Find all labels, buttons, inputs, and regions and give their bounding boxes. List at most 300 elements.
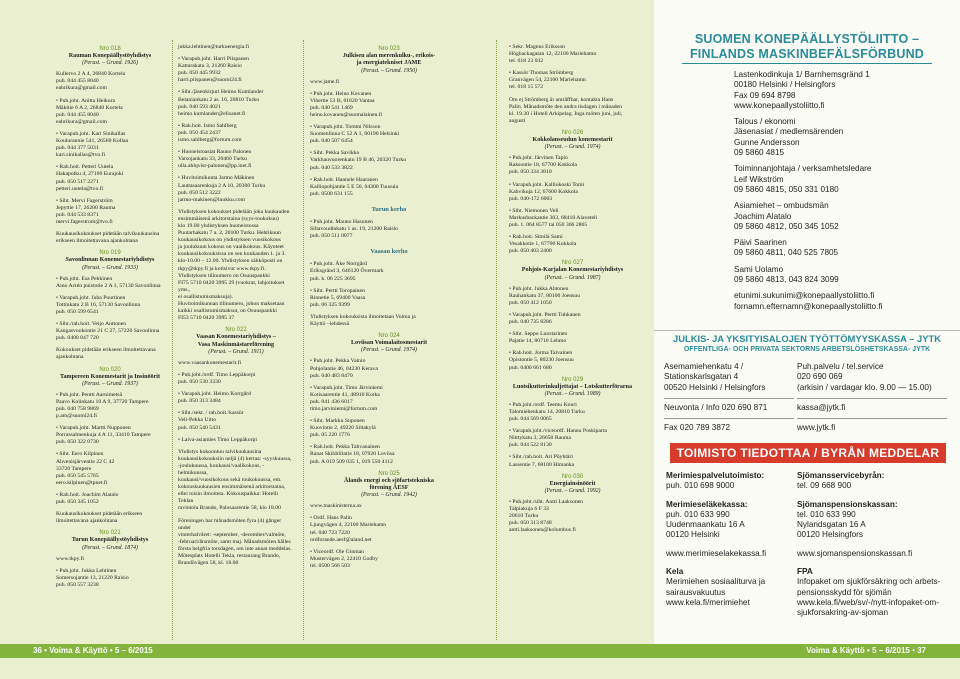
entry-line: -joulukuussa, kuukausi/vaalikokous, -helmikuussa, xyxy=(178,462,265,476)
entry-line: • Rah.hoit. Similä Sami xyxy=(509,234,563,241)
entry-line: • Siht. Eero Kilpinen xyxy=(56,451,104,458)
association-header xyxy=(310,46,468,75)
entry-line: Lauttasaarenkuja 2 A 10, 20300 Turku xyxy=(178,182,266,189)
email-format: etunimi.sukunimi@konepaallystoliitto.fi xyxy=(734,291,875,301)
contact-entry xyxy=(178,44,294,51)
phone-number: 09 5860 4815, 050 331 0180 xyxy=(734,184,839,194)
founding-year: (Perust. – Grund. 1950) xyxy=(361,67,417,74)
entry-line: ismo.sahlberg@fortum.com xyxy=(178,137,242,144)
entry-line: Talomiehenkatu 14, 20810 Turku xyxy=(509,408,585,415)
founding-year: (Perust. – Grund. 1926) xyxy=(82,60,138,67)
contact-entry xyxy=(509,155,636,176)
entry-line: puh. 044 455 8040 xyxy=(56,78,99,85)
entry-line: klo 19.00 yhdistyksen huoneistossa xyxy=(178,222,259,229)
contact-entry xyxy=(56,164,164,192)
association-number: Nro 024 xyxy=(378,333,400,340)
entry-line: • Puh.joht. Esa Pekkinen xyxy=(56,275,113,282)
contact-entry xyxy=(509,499,636,534)
entry-line: mervi.fagerstrom@tvo.fi xyxy=(56,218,113,225)
email-format: fornamn.efternamn@konepaallystoliitto.fi xyxy=(734,301,883,311)
entry-line: • Viceordf. Ole Ginman xyxy=(310,548,364,555)
entry-line: Varkhauvuorenkatu 19 B 46, 20320 Turku xyxy=(310,157,407,164)
entry-line: puh. 050 345 1052 xyxy=(56,499,99,506)
entry-line: ellei toisin ilmoiteta. Kokouspaikka: Hotelli Teklan xyxy=(178,491,278,505)
association-number: Nro 023 xyxy=(378,46,400,52)
entry-line: tkpy@tkpy.fi ja kotisivut www.tkpy.fi. xyxy=(178,265,266,272)
service-detail: puh. 010 698 9000 xyxy=(666,481,735,491)
association-name: Vasa Maskinmästareförening xyxy=(197,341,275,348)
entry-line: puh. 050 540 5431 xyxy=(178,424,221,431)
association-name: Energiainsinöörit xyxy=(549,480,596,487)
section-rule xyxy=(654,330,960,331)
entry-line: tel. 0500 566 503 xyxy=(310,562,350,569)
phone-number: 09 5860 4813, 043 824 3099 xyxy=(734,275,839,285)
entry-line: Markusbackantie 303, 68410 Alaveteli xyxy=(509,214,598,221)
page-folio-right: Voima & Käyttö • 5 – 6/2015 • 37 xyxy=(806,646,926,655)
entry-line: • Siht. Pekka Savikko xyxy=(310,150,360,157)
association-header xyxy=(56,46,164,67)
association-number: Nro 018 xyxy=(99,46,121,52)
contact-entry xyxy=(509,44,636,65)
entry-line: tel. 040 723 7220 xyxy=(310,529,350,536)
association-header xyxy=(310,333,468,354)
contact-entry xyxy=(56,511,164,525)
service-name: Sjömansservicebyrån: xyxy=(797,471,885,480)
column-divider xyxy=(303,40,304,640)
entry-line: • Rah.hoit. Jorma Taivainen xyxy=(509,350,573,357)
jytk-title-fi: JULKIS- JA YKSITYISALOJEN TYÖTTÖMYYSKASSA – JYTK xyxy=(673,333,941,344)
entry-line: Yhdistyksen tilinumero on Osuuspankki xyxy=(178,272,270,279)
contact-entry xyxy=(310,288,468,309)
entry-line: Kokoukset pidetään erikseen ilmoitettavana xyxy=(56,347,156,354)
contact-entry xyxy=(178,89,294,117)
website-link[interactable]: www.sjomanspensionskassan.fi xyxy=(797,548,913,558)
association-header xyxy=(509,260,636,281)
entry-line: puh. 040 507 6454 xyxy=(310,138,353,145)
service-detail: tel. 09 668 900 xyxy=(797,481,852,491)
association-header xyxy=(509,377,636,398)
column-divider xyxy=(172,40,173,640)
entry-line: Föreningen har månadsmöten fyra (4) gånger under xyxy=(178,517,282,531)
contact-entry xyxy=(310,177,468,198)
contact-name: Sami Uolamo xyxy=(734,264,784,274)
email-link[interactable]: kassa@jytk.fi xyxy=(797,402,846,412)
entry-line: • Siht. Niemonen Veli xyxy=(509,207,559,214)
association-header xyxy=(56,530,164,551)
phone-number: 09 5860 4815 xyxy=(734,148,785,158)
entry-line: -februari/årsmöte, samt maj. Månadsmöten hålles xyxy=(178,538,291,545)
service-detail: Uudenmaankatu 16 A xyxy=(666,520,745,530)
association-name: Rauman Konepäällystöyhdistys xyxy=(68,53,152,59)
entry-line: puh. 050 530 3330 xyxy=(178,379,221,386)
entry-line: • Rah.hoit. Pekka Tahvanainen xyxy=(310,444,380,451)
association-name: Tampereen Konemestarit ja Insinöörit xyxy=(59,373,161,380)
service-detail: puh. 010 633 990 xyxy=(666,509,730,519)
entry-line: Kattarakatu 3, 21260 Raisio xyxy=(178,63,242,70)
entry-line: Yhdistys kokoontuu talvikuukausina xyxy=(178,448,262,455)
service-name: Merimiespalvelutoimisto: xyxy=(666,471,765,480)
entry-line: puh. 044 377 5031 xyxy=(56,145,99,152)
entry-line: kaikki osallistumismaksut, on Osuuspankki xyxy=(178,308,277,315)
entry-line: ajankohtana xyxy=(56,354,84,361)
entry-line: • Laiva-asiamies Timo Leppäkorpi xyxy=(178,436,257,443)
association-name: Kokkolanseudun konemestarit xyxy=(532,136,613,143)
contact-entry xyxy=(56,425,164,446)
entry-line: • Puh.joht. Pekka Vainio xyxy=(310,358,366,365)
contact-entry xyxy=(56,556,164,563)
contact-entry xyxy=(178,123,294,144)
association-name: Pohjois-Karjalan Konemestariyhdistys xyxy=(521,267,624,274)
entry-line: www.jame.fi xyxy=(310,78,340,85)
entry-line: FI75 5710 0420 3995 29 (vuokrat, lahjoitukset yms., xyxy=(178,279,285,293)
contact-entry xyxy=(178,410,294,431)
contact-entry xyxy=(509,350,636,371)
entry-line: • Puh.joht. Jukka Ahtonen xyxy=(509,285,569,292)
contact-entry xyxy=(56,568,164,589)
directory-column-3 xyxy=(306,0,472,644)
contact-entry xyxy=(56,98,164,126)
entry-line: • Puh.joht./siht. Antti Laaksonen xyxy=(509,498,584,505)
entry-line: puh. 050 313 3484 xyxy=(178,398,221,405)
footer-right xyxy=(480,644,960,658)
directory-column-1 xyxy=(52,0,168,644)
contact-name: Joachim Alatalo xyxy=(734,211,792,221)
office-role: Jäsenasiat / medlemsärenden xyxy=(734,127,844,137)
entry-line: Käyttö –lehdessä xyxy=(310,321,350,328)
contact-entry xyxy=(509,97,636,125)
entry-line: puh. 040 483 8470 xyxy=(310,372,353,379)
association-name: Ålands energi och sjöfartstekniska xyxy=(344,477,434,484)
association-name: Vaasan Konemestariyhdistys – xyxy=(196,334,276,341)
row-rule xyxy=(797,398,947,399)
entry-line: Yhdistyksen kokouksista ilmoitetaan Voima ja xyxy=(310,313,416,320)
entry-line: Mötesplats Hotelli Tekla, restaurang Brando, xyxy=(178,553,281,560)
entry-line: Lassentie 7, 68100 Himanka xyxy=(509,461,575,468)
entry-line: eahrikura@gmail.com xyxy=(56,85,107,92)
entry-line: puh. 050 557 3238 xyxy=(56,581,99,588)
entry-line: Vesakkotie 1, 67700 Kokkola xyxy=(509,241,577,248)
entry-line: Kahvikuja 12, 67600 Kokkola xyxy=(509,188,578,195)
founding-year: (Perust. – Grund. 1974) xyxy=(544,144,601,151)
entry-line: Paavo Kolinkatu 10 A 9, 37720 Tampere xyxy=(56,398,149,405)
contact-entry xyxy=(310,418,468,439)
entry-line: • Puh.joht. Järvinen Tapio xyxy=(509,155,568,162)
jytk-title-sv: OFFENTLIGA- OCH PRIVATA SEKTORNS ARBETSLÖSHETSKASSA- JYTK xyxy=(683,346,931,353)
entry-line: kuukausi/vuosikokous sekä toukokuussa, em. xyxy=(178,477,282,484)
entry-line: Mäkitie 6 A 2, 26840 Kortela xyxy=(56,104,123,111)
association-name: ja energiatekniset JAME xyxy=(356,60,422,67)
entry-line: • Varapuh.joht. Tommi Nilsson xyxy=(310,124,381,131)
entry-line: • Puh.joht. Jukka Lehtinen xyxy=(56,567,117,574)
entry-line: puh. 050 412 1050 xyxy=(509,299,552,306)
entry-line: • Rah.hoit. Ismo Sahlberg xyxy=(178,122,237,129)
contact-entry xyxy=(509,182,636,203)
entry-line: Kotisaarentie 41, 48910 Kotka xyxy=(310,391,380,398)
association-number: Nro 027 xyxy=(561,260,584,267)
entry-line: Opistontie 5, 80230 Joensuu xyxy=(509,357,574,364)
row-rule xyxy=(664,398,794,399)
entry-line: FI53 5710 0420 3995 37 xyxy=(178,315,235,322)
website-link[interactable]: www.merimieselakekassa.fi xyxy=(666,548,767,558)
association-header xyxy=(509,130,636,151)
entry-line: puh. 050 403 2400 xyxy=(509,248,552,255)
service-detail: Infopaket om sjukförsäkring och arbets-pensionsskydd för sjömän xyxy=(797,577,941,597)
contact-name: Päivi Saarinen xyxy=(734,238,787,248)
entry-line: • Puh.joht. Mauno Hasunen xyxy=(310,219,373,225)
entry-line: petteri.uutela@tvo.fi xyxy=(56,185,104,192)
entry-line: puh. 044 569 0065 xyxy=(509,416,552,423)
entry-line: Kangasvuokontie 21 C 27, 57220 Savonlinna xyxy=(56,328,160,335)
contact-entry xyxy=(178,149,294,170)
service-detail: Nylandsgatan 16 A xyxy=(797,520,866,530)
directory-column-4 xyxy=(505,0,640,644)
footer-left xyxy=(0,644,480,658)
contact-entry xyxy=(310,549,468,570)
entry-line: kuukausikokouksiin neljä (4) kertaa: -syyskuussa, xyxy=(178,455,292,462)
website-link[interactable]: www.konepaallystoliitto.fi xyxy=(734,100,825,110)
entry-line: Koulurannie 541, 26560 Kollaa xyxy=(56,138,129,145)
row-rule xyxy=(797,418,947,419)
contact-entry xyxy=(509,70,636,91)
entry-line: puh. 041 436 6017 xyxy=(310,398,353,405)
contact-entry xyxy=(178,518,294,568)
contact-entry xyxy=(56,321,164,342)
entry-line: puh. 050 322 0730 xyxy=(56,439,99,446)
service-detail: 00120 Helsinki xyxy=(666,530,720,540)
contact-entry xyxy=(56,347,164,361)
entry-line: • Puh.joht./ordf. Timo Leppäkorpi xyxy=(178,371,256,378)
entry-line: timo.jarviniemi@fortum.com xyxy=(310,405,378,412)
entry-line: Kuukausikokoukset pidetään erikseen xyxy=(56,511,143,518)
directory-column-2 xyxy=(174,0,298,644)
entry-line: kl. 19.30 i Hotell Arkipelag. Inga möten juni, juli, xyxy=(509,110,623,117)
entry-line: heino.kovanen@suomalainen.fi xyxy=(310,111,383,118)
info-number: Neuvonta / Info 020 690 871 xyxy=(664,402,768,412)
entry-line: eero.kilpinen@tpnet.fi xyxy=(56,479,108,486)
contact-entry xyxy=(509,331,636,345)
entry-line: Raksontie 18, 67700 Kokkola xyxy=(509,162,577,169)
founding-year: (Perust. – Grund. 1874) xyxy=(82,544,138,551)
entry-line: puh. 050 545 5765 xyxy=(56,472,99,479)
service-label: Puh.palvelu / tel.service xyxy=(797,362,884,371)
contact-entry xyxy=(178,372,294,386)
entry-line: puh. 0500 631 155 xyxy=(310,190,353,197)
office-news-banner: TOIMISTO TIEDOTTAA / BYRÅN MEDDELAR xyxy=(670,443,946,463)
entry-line: puh. 050 512 3222 xyxy=(178,189,221,196)
contact-name: Leif Wikström xyxy=(734,174,784,184)
contact-entry xyxy=(56,71,164,92)
opening-hours: (arkisin / vardagar klo. 9.00 — 15.00) xyxy=(797,382,932,392)
entry-line: • Ordf. Hans Palin xyxy=(310,515,352,522)
entry-line: • Varapuh.joht./viceordf. Hannu Poskiparta xyxy=(509,428,607,435)
entry-line: Varsojankatu 33, 20460 Turku xyxy=(178,156,247,163)
entry-line: Högbackagatan 12, 22100 Mariehamn xyxy=(509,51,597,58)
entry-line: Huvitoimikunnan tilinumero, johon maksetaan xyxy=(178,301,285,307)
entry-line: tel. 018 23 032 xyxy=(509,58,544,65)
contact-entry xyxy=(178,391,294,405)
association-name: förening ÅESF xyxy=(369,484,409,491)
contact-entry xyxy=(56,451,164,486)
entry-line: www.tkpy.fi xyxy=(56,555,85,562)
entry-line: • Varapuh.joht. Martti Nupponen xyxy=(56,425,131,432)
entry-line: kari.sinikallas@tvo.fi xyxy=(56,152,106,159)
entry-line: puh. 050 313 8748 xyxy=(509,520,552,527)
contact-entry xyxy=(178,437,294,444)
entry-line: puh. 06 325 9399 xyxy=(310,301,350,308)
entry-line: Ljungvägen 4, 22100 Mariehamn xyxy=(310,522,387,529)
entry-line: första helgfria torsdagen, om inte annat meddelas. xyxy=(178,545,292,552)
entry-line: • Siht./jäsenkirjuri Heimo Kumlander xyxy=(178,89,264,96)
association-number: Nro 021 xyxy=(99,530,121,537)
address-line: Lastenkodinkuja 1/ Barnhemsgränd 1 xyxy=(734,70,870,79)
entry-line: • Siht./rah.hoit. Veijo Anttonen xyxy=(56,321,127,328)
entry-line: • Siht. Mervi Fagerström xyxy=(56,197,113,204)
entry-line: puh. 050 599 6541 xyxy=(56,308,99,315)
association-number: Nro 022 xyxy=(225,327,247,334)
association-header xyxy=(178,327,294,356)
club-heading: Turun kerho xyxy=(371,205,407,213)
entry-line: • Siht./rah.hoit. Ari Pöyhtäri xyxy=(509,454,573,461)
entry-line: • Puh.joht. Anitta Heikura xyxy=(56,97,116,104)
office-role: Talous / ekonomi xyxy=(734,117,796,127)
entry-line: Granvägen 54, 22100 Mariehamn xyxy=(509,77,586,84)
entry-line: • Siht. Seppo Luostarinen xyxy=(509,331,568,338)
address-line: 00520 Helsinki / Helsingfors xyxy=(664,382,766,392)
entry-line: puh. 040 593 4021 xyxy=(178,103,221,110)
office-role: Toiminnanjohtaja / verksamhetsledare xyxy=(734,164,872,174)
entry-line: puh. 040 541 1469 xyxy=(310,104,353,111)
association-number: Nro 025 xyxy=(378,470,400,477)
entry-line: Puutarhakatu 7 a. 2, 20100 Turku. Hehtikuun xyxy=(178,230,281,237)
entry-line: puh. 050 445 9932 xyxy=(178,70,221,77)
entry-line: Jepyttie 17, 26200 Rauma xyxy=(56,204,116,211)
entry-line: www.maskinisterna.ax xyxy=(310,503,362,510)
contact-entry xyxy=(178,360,294,367)
association-name: Loviisan Voimalaitosmestarit xyxy=(350,340,427,347)
club-heading: Vaasan kerho xyxy=(370,248,408,256)
entry-line: Pohjolantie 46, 04230 Kerava xyxy=(310,365,378,372)
entry-line: erikseen ilmoitettavana ajankohtana xyxy=(56,238,138,245)
service-contacts-right xyxy=(797,471,952,619)
entry-line: • Varapuh.joht. Heimo Korrgård xyxy=(178,391,252,398)
entry-line: Kuukausikokoukset pidetään talvikuukausina xyxy=(56,231,160,238)
entry-line: Kullervo 2 A 4, 26840 Kortela xyxy=(56,71,126,78)
entry-line: Aino Actén puistotie 2 A 1, 57130 Savonlinna xyxy=(56,282,161,289)
contact-entry xyxy=(509,402,636,423)
entry-line: • Siht. Pertti Toropainen xyxy=(310,287,365,294)
entry-line: puh. 040 735 8286 xyxy=(509,319,552,326)
entry-line: 20610 Turku xyxy=(509,513,539,520)
entry-line: ordforande.aesf@aland.net xyxy=(310,536,372,543)
association-header xyxy=(56,367,164,388)
entry-line: jarmo-makinen@luukku.com xyxy=(178,196,245,203)
contact-entry xyxy=(56,231,164,245)
entry-line: • Varapuh.joht. Kari Sinikallas xyxy=(56,130,126,137)
contact-entry xyxy=(310,79,468,86)
entry-line: • Varapuh.joht. Timo Järviniemi xyxy=(310,384,383,391)
phone-number: 09 5860 4811, 040 525 7805 xyxy=(734,248,839,258)
founding-year: (Perust. – Grund. 1987) xyxy=(544,274,601,281)
association-number: Nro 020 xyxy=(99,366,121,373)
website-link[interactable]: www.jytk.fi xyxy=(797,423,836,433)
entry-line: puh. 050 334 3810 xyxy=(509,169,552,176)
website-link[interactable]: www.kela.fi/web/sv/-/nytt-infopaket-om-sjukforsakring-av-sjoman xyxy=(797,597,939,618)
entry-line: • Siht./sekr. / rah.hoit./kassör xyxy=(178,410,244,417)
phone-number: 09 5860 4812, 050 345 1052 xyxy=(734,221,839,231)
entry-line: Pajatie 14, 80710 Lehmo xyxy=(509,338,567,345)
association-header xyxy=(310,471,468,500)
contact-entry xyxy=(56,295,164,316)
address-line: Stationskarlsgatan 4 xyxy=(664,372,739,382)
page-folio-left: 36 • Voima & Käyttö • 5 – 6/2015 xyxy=(33,646,153,655)
entry-line: puh. 1. 064 8577 tai 050 366 2805 xyxy=(509,221,588,228)
association-name: Savonlinnan Konemestariyhdistys xyxy=(65,257,155,264)
entry-line: Somersojantie 13, 21220 Raisio xyxy=(56,574,129,581)
association-number: Nro 019 xyxy=(99,250,121,257)
entry-line: Suomenlinna C 52 A 1, 00190 Helsinki xyxy=(310,131,400,138)
contact-entry xyxy=(310,261,468,282)
association-number: Nro 030 xyxy=(561,473,584,480)
service-detail: 00120 Helsingfors xyxy=(797,530,863,540)
contact-entry xyxy=(56,276,164,290)
entry-line: Porrassalmenkuja 4 A 11, 33410 Tampere xyxy=(56,432,151,439)
entry-line: Veli-Pekka Uitto xyxy=(178,417,217,424)
entry-line: • Varapuh.joht. Harri Piispanen xyxy=(178,56,249,63)
contact-entry xyxy=(56,392,164,420)
entry-line: puh. 050 454 2437 xyxy=(178,129,221,136)
entry-line: Vihertie 53 B, 01620 Vantaa xyxy=(310,97,375,104)
association-name: Julkisen alan merenkulku-, erikois- xyxy=(342,53,436,59)
entry-line: • Puh.joht. Pentti Aarnimetsä xyxy=(56,391,122,398)
entry-line: Niittykatu 3, 26650 Rauma xyxy=(509,435,571,442)
entry-line: • Rah.hoit. Petteri Uutela xyxy=(56,164,114,171)
entry-line: puh. 050 517 2271 xyxy=(56,178,99,185)
founding-year: (Perust. – Grund. 1942) xyxy=(361,492,417,499)
entry-line: eahrikura@gmail.com xyxy=(56,118,107,125)
entry-line: puh. 040-172 6003 xyxy=(509,195,553,202)
entry-line: Kalliopohjantie 5 E 50, 04300 Tuusula xyxy=(310,183,399,190)
entry-line: Ahvenisjärventie 22 C 42 xyxy=(56,458,115,465)
address-line: 00180 Helsinki / Helsingfors xyxy=(734,80,836,90)
association-header xyxy=(56,250,164,271)
entry-line: kuukausikokous on yhdistyksen vuosikokous xyxy=(178,237,281,244)
contact-entry xyxy=(178,56,294,84)
service-detail: tel. 010 633 990 xyxy=(797,509,856,519)
entry-line: harri.piispanen@suomi24.fi xyxy=(178,77,242,84)
service-contacts-left xyxy=(666,471,798,608)
phone-number: 020 690 069 xyxy=(797,372,843,382)
contact-entry xyxy=(56,131,164,159)
entry-line: ei osallistumismaksuja). xyxy=(178,293,233,300)
founding-year: (Perust. – Grund. 1937) xyxy=(82,380,138,387)
entry-line: puh. 050 511 0077 xyxy=(310,233,353,240)
contact-entry xyxy=(178,175,294,203)
entry-line: • Huvitoimikunta Jarmo Mäkinen xyxy=(178,175,255,182)
entry-line: Ranat Skildrilintie 18, 07920 Loviisa xyxy=(310,451,395,458)
contact-entry xyxy=(56,492,164,506)
entry-line: • Rah.hoit. Joachim Alatalo xyxy=(56,491,119,498)
entry-line: • Varapuh.joht. Juha Puurtinen xyxy=(56,294,126,301)
entry-line: vinterhalvåret: -september, -december/valmöte, xyxy=(178,531,286,538)
website-link[interactable]: www.kela.fi/merimiehet xyxy=(666,597,750,607)
contact-entry xyxy=(310,91,468,119)
entry-line: puh. 040 758 9869 xyxy=(56,405,99,412)
entry-line: • Varapuh.joht. Pertti Tuhkanen xyxy=(509,311,581,318)
entry-line: kokouskuukausien ensimmäisenä arkitorstaina, xyxy=(178,484,286,491)
title-rule xyxy=(682,63,932,64)
contact-entry xyxy=(310,358,468,379)
service-name: Kela xyxy=(666,567,684,577)
